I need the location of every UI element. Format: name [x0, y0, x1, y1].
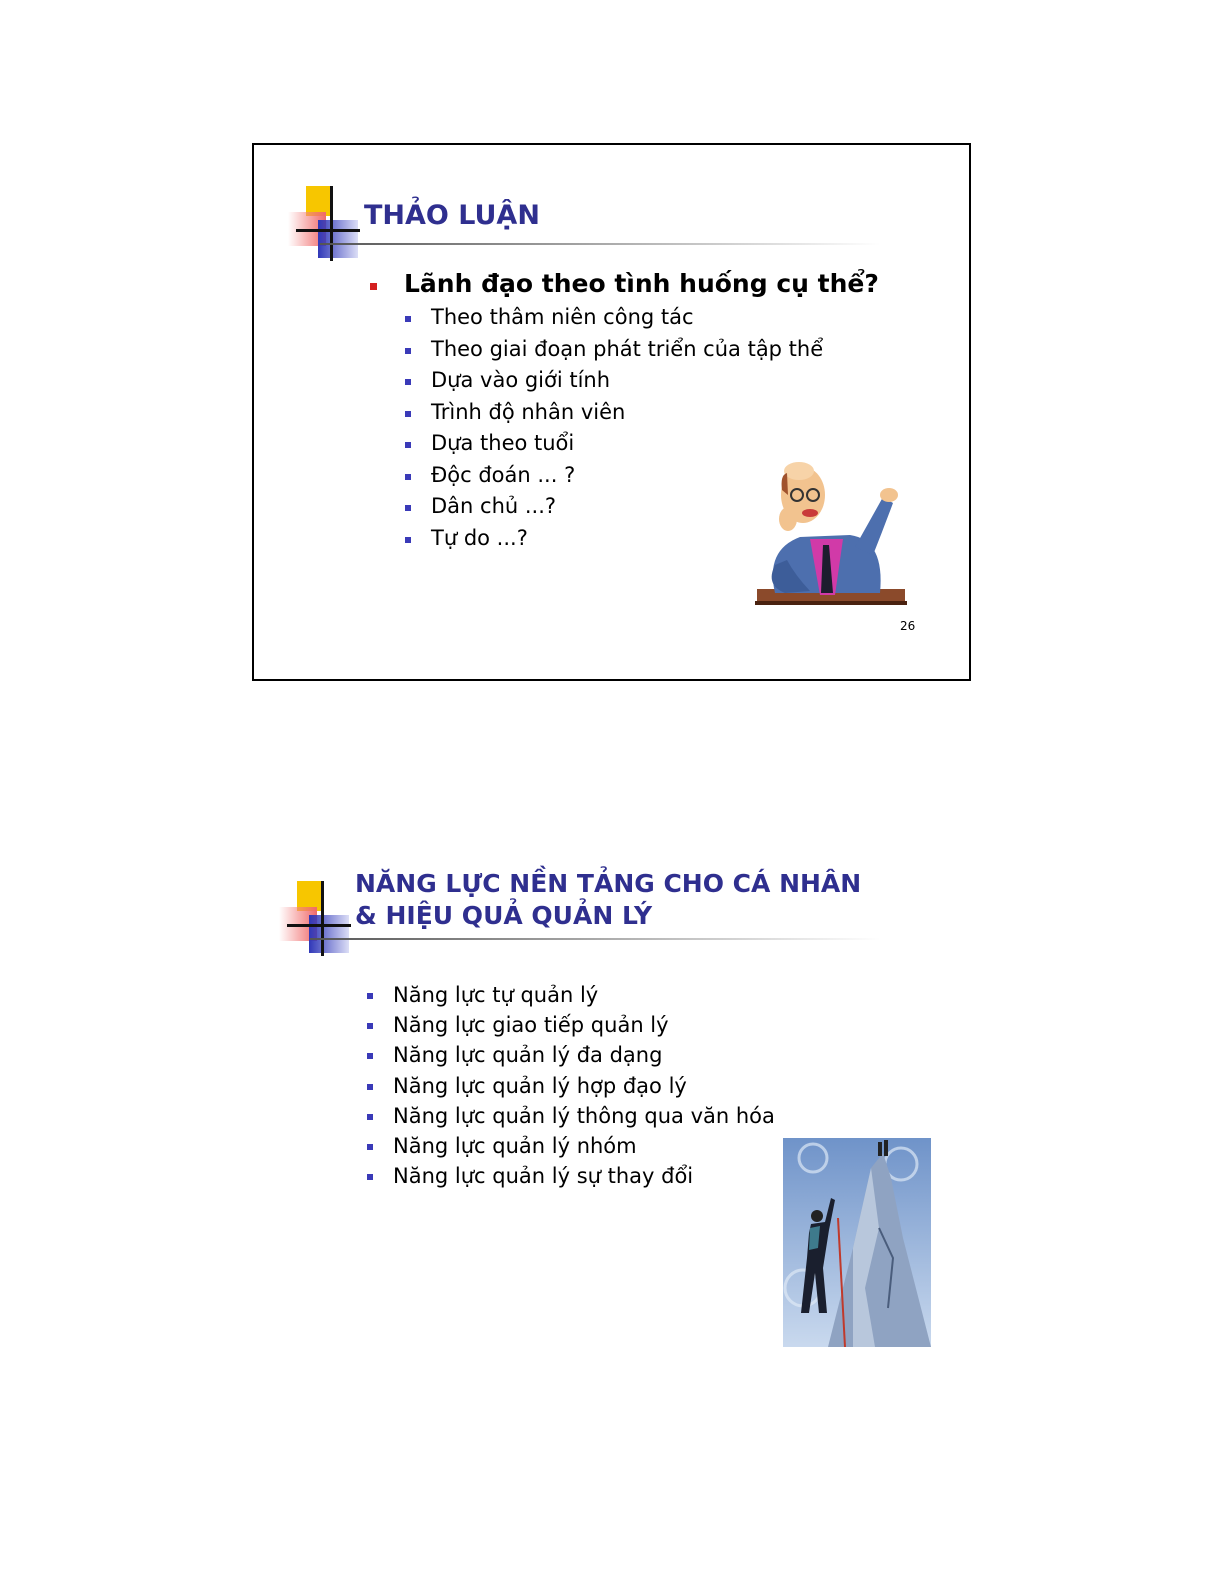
page-number: 26 — [900, 619, 916, 633]
red-bullet-icon — [370, 283, 377, 290]
title-decoration-icon — [288, 186, 368, 261]
slide-2-title-rule — [310, 938, 880, 940]
blue-bullet-icon — [367, 1023, 373, 1029]
list-item: Dân chủ ...? — [403, 491, 823, 523]
mountain-climber-illustration — [783, 1138, 931, 1347]
blue-bullet-icon — [405, 348, 411, 354]
list-item: Năng lực quản lý hợp đạo lý — [365, 1071, 775, 1101]
title-decoration-icon — [279, 881, 359, 956]
list-item: Dựa theo tuổi — [403, 428, 823, 460]
list-item: Theo thâm niên công tác — [403, 302, 823, 334]
list-item: Năng lực quản lý nhóm — [365, 1131, 775, 1161]
blue-bullet-icon — [405, 537, 411, 543]
list-item: Tự do ...? — [403, 523, 823, 555]
list-item: Năng lực quản lý đa dạng — [365, 1040, 775, 1070]
thinking-businessman-illustration — [755, 455, 910, 610]
blue-bullet-icon — [367, 1053, 373, 1059]
list-item: Theo giai đoạn phát triển của tập thể — [403, 334, 823, 366]
list-item: Độc đoán ... ? — [403, 460, 823, 492]
list-item: Năng lực quản lý thông qua văn hóa — [365, 1101, 775, 1131]
list-item: Năng lực giao tiếp quản lý — [365, 1010, 775, 1040]
blue-bullet-icon — [405, 505, 411, 511]
list-item: Năng lực quản lý sự thay đổi — [365, 1161, 775, 1191]
list-item: Dựa vào giới tính — [403, 365, 823, 397]
blue-bullet-icon — [405, 316, 411, 322]
blue-bullet-icon — [405, 474, 411, 480]
blue-bullet-icon — [367, 1084, 373, 1090]
slide-1-title-rule — [320, 243, 880, 245]
main-question-text: Lãnh đạo theo tình huống cụ thể? — [404, 269, 879, 298]
slide-1-title: THẢO LUẬN — [364, 200, 540, 231]
list-item: Năng lực tự quản lý — [365, 980, 775, 1010]
blue-bullet-icon — [405, 411, 411, 417]
list-item: Trình độ nhân viên — [403, 397, 823, 429]
blue-bullet-icon — [405, 442, 411, 448]
blue-bullet-icon — [367, 1114, 373, 1120]
blue-bullet-icon — [367, 993, 373, 999]
blue-bullet-icon — [405, 379, 411, 385]
slide-2-title-line-1: NĂNG LỰC NỀN TẢNG CHO CÁ NHÂN — [355, 869, 862, 898]
slide-2-title-line-2: & HIỆU QUẢ QUẢN LÝ — [355, 901, 653, 930]
blue-bullet-icon — [367, 1174, 373, 1180]
slide-2-list — [365, 980, 775, 1191]
blue-bullet-icon — [367, 1144, 373, 1150]
